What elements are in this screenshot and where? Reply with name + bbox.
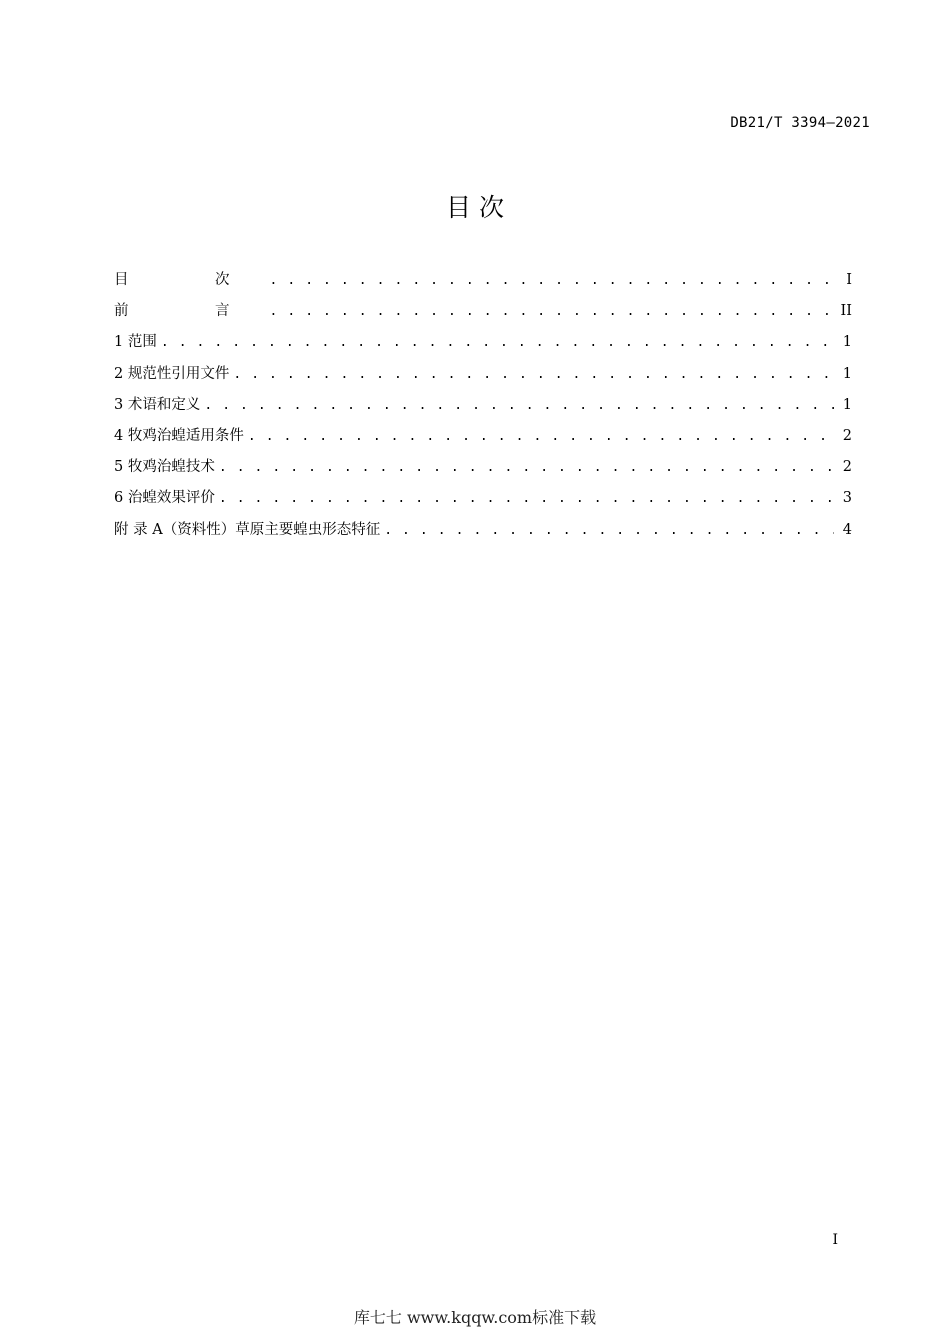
toc-entry-page: 1 xyxy=(842,334,852,351)
toc-entry-page: II xyxy=(840,303,852,320)
toc-entry-terms-definitions[interactable] xyxy=(114,393,852,424)
toc-dot-leader xyxy=(219,491,834,506)
toc-entry-foreword[interactable] xyxy=(114,299,852,330)
toc-entry-contents[interactable] xyxy=(114,268,852,299)
document-code: DB21/T 3394—2021 xyxy=(730,115,870,131)
toc-entry-page: I xyxy=(846,272,852,288)
page-title: 目 次 xyxy=(446,193,504,222)
toc-dot-leader xyxy=(204,398,834,413)
page-number: I xyxy=(832,1232,838,1248)
toc-entry-page: 3 xyxy=(842,490,852,507)
toc-entry-label: 2 规范性引用文件 xyxy=(114,365,230,382)
toc-entry-appendix-a[interactable] xyxy=(114,518,852,549)
toc-entry-page: 2 xyxy=(842,459,852,476)
watermark-text: 库七七 www.kqqw.com标准下载 xyxy=(353,1308,597,1327)
toc-dot-leader xyxy=(161,335,834,350)
toc-entry-label: 6 治蝗效果评价 xyxy=(114,490,215,507)
toc-entry-normative-references[interactable] xyxy=(114,362,852,393)
toc-entry-label: 1 范围 xyxy=(114,334,157,351)
toc-entry-label: 5 牧鸡治蝗技术 xyxy=(114,459,215,476)
toc-entry-label: 附 录 A（资料性）草原主要蝗虫形态特征 xyxy=(114,521,381,538)
toc-entry-page: 2 xyxy=(842,427,852,444)
toc-entry-label: 目 次 xyxy=(114,272,266,288)
toc-entry-label: 3 术语和定义 xyxy=(114,396,201,413)
toc-entry-scope[interactable] xyxy=(114,330,852,361)
toc-entry-techniques[interactable] xyxy=(114,455,852,486)
toc-entry-page: 1 xyxy=(842,396,852,413)
toc-entry-evaluation[interactable] xyxy=(114,486,852,517)
toc-entry-label: 前 言 xyxy=(114,303,266,320)
table-of-contents xyxy=(114,268,852,549)
toc-entry-page: 4 xyxy=(842,521,852,538)
toc-dot-leader xyxy=(233,367,834,382)
toc-dot-leader xyxy=(219,460,834,475)
toc-dot-leader xyxy=(248,429,834,444)
toc-dot-leader xyxy=(384,523,834,538)
toc-dot-leader xyxy=(270,304,833,319)
toc-entry-applicable-conditions[interactable] xyxy=(114,424,852,455)
toc-dot-leader xyxy=(270,273,835,288)
toc-entry-page: 1 xyxy=(842,365,852,382)
toc-entry-label: 4 牧鸡治蝗适用条件 xyxy=(114,427,244,444)
